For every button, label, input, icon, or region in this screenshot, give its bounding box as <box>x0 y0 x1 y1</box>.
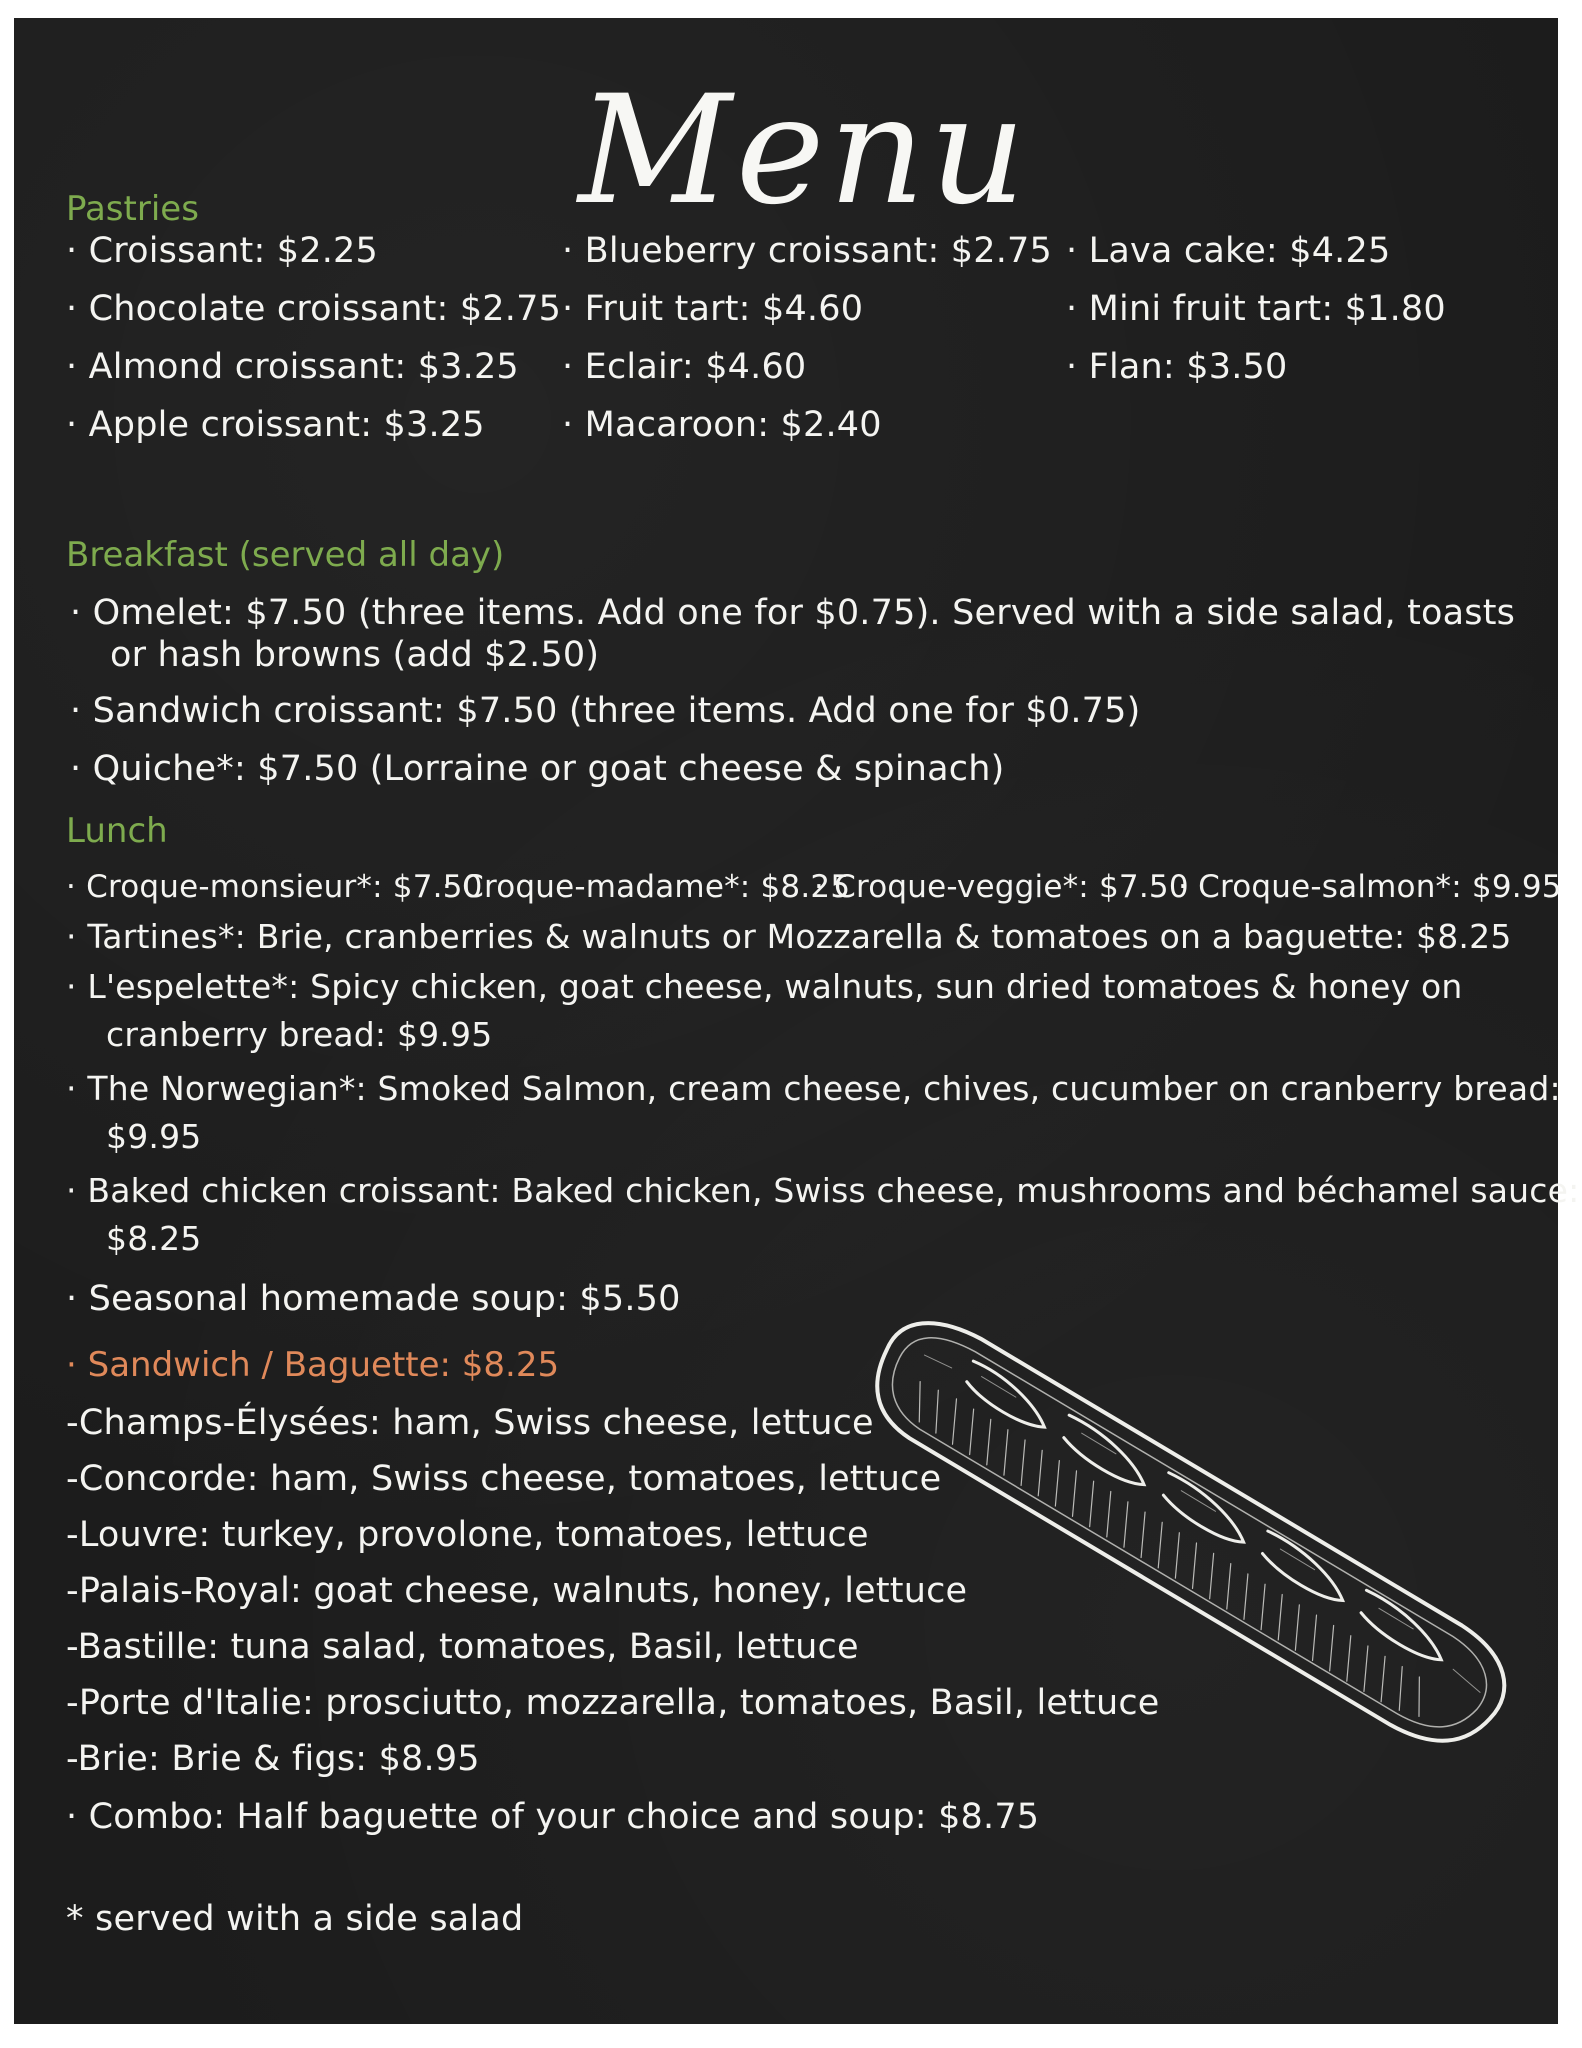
lunch-croque: · Croque-salmon*: $9.95 <box>1178 869 1562 905</box>
sandwich-item: -Brie: Brie & figs: $8.95 <box>66 1739 480 1779</box>
lunch-croque: · Croque-madame*: $8.25 <box>442 869 851 905</box>
pastry-item: · Blueberry croissant: $2.75 <box>562 231 1052 271</box>
lunch-soup: · Seasonal homemade soup: $5.50 <box>66 1279 681 1319</box>
lunch-baked-chicken-continued: $8.25 <box>106 1219 202 1258</box>
chalkboard-menu <box>14 18 1580 2024</box>
pastries-heading: Pastries <box>66 189 199 229</box>
lunch-croque: · Croque-monsieur*: $7.50 <box>66 869 483 905</box>
menu-title: Menu <box>578 64 1030 238</box>
breakfast-quiche: · Quiche*: $7.50 (Lorraine or goat cheese & spinach) <box>70 749 1005 789</box>
breakfast-sandwich: · Sandwich croissant: $7.50 (three items. Add one for $0.75) <box>70 691 1141 731</box>
sandwich-combo: · Combo: Half baguette of your choice and soup: $8.75 <box>66 1797 1040 1837</box>
sandwich-item: -Champs-Élysées: ham, Swiss cheese, lettuce <box>66 1403 874 1443</box>
lunch-norwegian-continued: $9.95 <box>106 1117 202 1156</box>
pastry-item: · Flan: $3.50 <box>1066 347 1288 387</box>
pastry-item: · Mini fruit tart: $1.80 <box>1066 289 1446 329</box>
sandwich-item: -Palais-Royal: goat cheese, walnuts, honey, lettuce <box>66 1571 968 1611</box>
breakfast-omelet-continued: or hash browns (add $2.50) <box>110 635 600 675</box>
pastry-item: · Fruit tart: $4.60 <box>562 289 864 329</box>
breakfast-heading: Breakfast (served all day) <box>66 535 505 575</box>
lunch-heading: Lunch <box>66 811 168 851</box>
lunch-norwegian: · The Norwegian*: Smoked Salmon, cream cheese, chives, cucumber on cranberry bread: <box>66 1069 1561 1108</box>
sandwich-item: -Louvre: turkey, provolone, tomatoes, lettuce <box>66 1515 869 1555</box>
baguette-illustration <box>814 1288 1544 1798</box>
lunch-espelette-continued: cranberry bread: $9.95 <box>106 1015 493 1054</box>
breakfast-omelet: · Omelet: $7.50 (three items. Add one for $0.75). Served with a side salad, toasts <box>70 593 1516 633</box>
pastry-item: · Croissant: $2.25 <box>66 231 378 271</box>
lunch-baked-chicken: · Baked chicken croissant: Baked chicken, Swiss cheese, mushrooms and béchamel sauce: <box>66 1171 1580 1210</box>
lunch-espelette: · L'espelette*: Spicy chicken, goat cheese, walnuts, sun dried tomatoes & honey on <box>66 967 1463 1006</box>
sandwich-item: -Bastille: tuna salad, tomatoes, Basil, lettuce <box>66 1627 859 1667</box>
pastry-item: · Chocolate croissant: $2.75 <box>66 289 562 329</box>
sandwich-item: -Concorde: ham, Swiss cheese, tomatoes, lettuce <box>66 1459 942 1499</box>
pastry-item: · Macaroon: $2.40 <box>562 405 882 445</box>
sandwich-heading: · Sandwich / Baguette: $8.25 <box>66 1345 560 1385</box>
sandwich-item: -Porte d'Italie: prosciutto, mozzarella, tomatoes, Basil, lettuce <box>66 1683 1160 1723</box>
pastry-item: · Apple croissant: $3.25 <box>66 405 485 445</box>
pastry-item: · Lava cake: $4.25 <box>1066 231 1391 271</box>
baguette-drawing <box>814 1288 1544 1798</box>
footnote: * served with a side salad <box>66 1899 524 1939</box>
lunch-tartines: · Tartines*: Brie, cranberries & walnuts or Mozzarella & tomatoes on a baguette: $8.25 <box>66 917 1512 956</box>
pastry-item: · Eclair: $4.60 <box>562 347 807 387</box>
lunch-croque: · Croque-veggie*: $7.50 <box>814 869 1189 905</box>
pastry-item: · Almond croissant: $3.25 <box>66 347 519 387</box>
